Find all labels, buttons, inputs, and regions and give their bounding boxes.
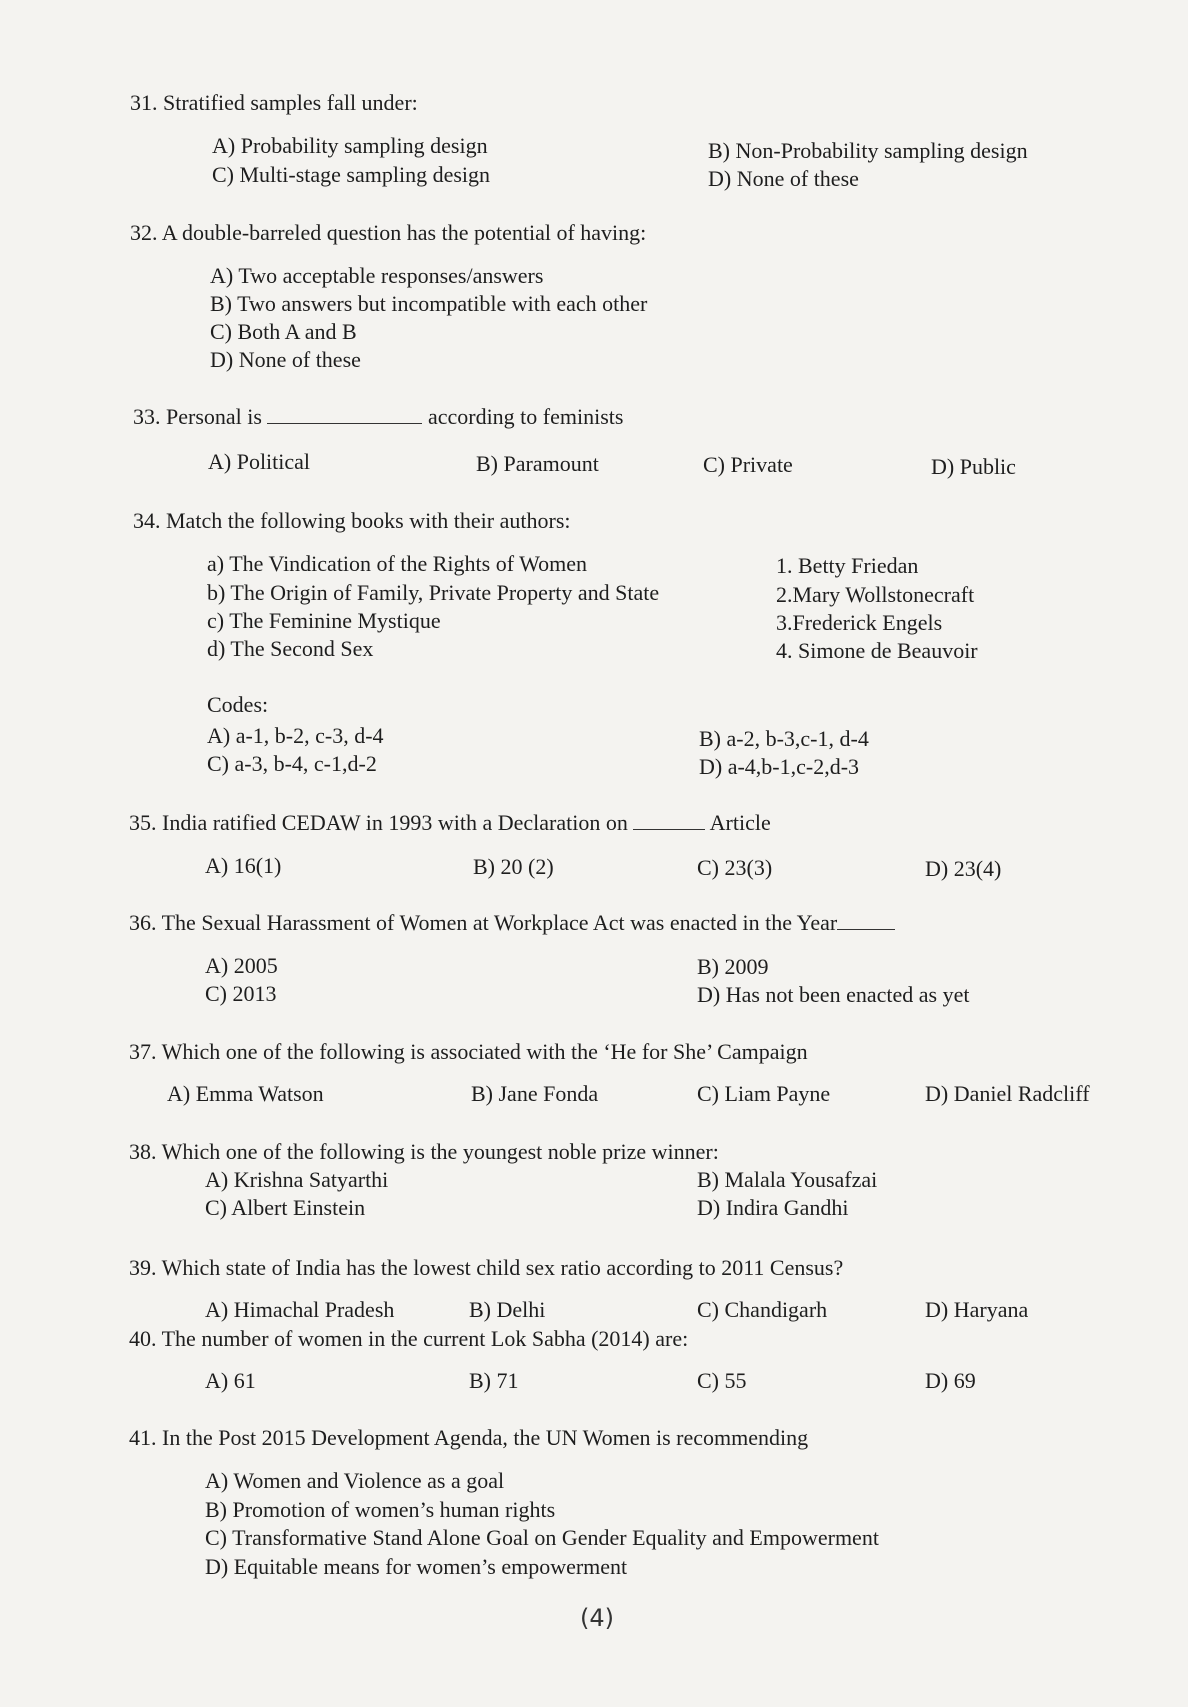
option-a: A) Women and Violence as a goal — [205, 1468, 505, 1493]
question-text-before: Personal is — [166, 404, 262, 429]
question-text-after: according to feminists — [427, 404, 624, 429]
question-number: 41. — [129, 1425, 157, 1450]
answer-blank — [267, 423, 422, 424]
option-b: B) 71 — [469, 1368, 519, 1393]
option-a: A) Himachal Pradesh — [205, 1297, 395, 1322]
option-b: B) Two answers but incompatible with each other — [210, 291, 648, 316]
book-item: a) The Vindication of the Rights of Women — [207, 551, 588, 576]
option-b: B) 20 (2) — [473, 854, 554, 879]
option-d: D) Daniel Radcliff — [925, 1081, 1090, 1106]
question-number: 37. — [129, 1039, 157, 1064]
question-39 — [129, 1255, 843, 1281]
option-a: A) 61 — [205, 1368, 256, 1393]
option-a: A) Emma Watson — [167, 1081, 324, 1106]
question-34 — [133, 508, 571, 534]
option-c: C) Private — [703, 452, 793, 477]
question-31 — [130, 90, 418, 116]
option-d: D) None of these — [210, 347, 361, 372]
question-number: 35. — [129, 810, 157, 835]
question-40 — [129, 1326, 688, 1352]
option-c: C) 2013 — [205, 981, 277, 1006]
option-c: C) Liam Payne — [697, 1081, 831, 1106]
question-text-before: India ratified CEDAW in 1993 with a Declaration on — [162, 810, 628, 835]
answer-blank — [837, 929, 895, 930]
question-text: The number of women in the current Lok Sabha (2014) are: — [161, 1326, 689, 1351]
question-text: Which state of India has the lowest child sex ratio according to 2011 Census? — [161, 1255, 844, 1280]
book-item: c) The Feminine Mystique — [207, 608, 441, 633]
question-number: 33. — [133, 404, 161, 429]
option-b: B) Non-Probability sampling design — [708, 138, 1028, 163]
question-number: 36. — [129, 910, 157, 935]
question-38 — [129, 1139, 719, 1165]
answer-blank — [633, 829, 705, 830]
question-number: 32. — [130, 220, 158, 245]
question-number: 39. — [129, 1255, 157, 1280]
author-item: 2.Mary Wollstonecraft — [776, 582, 975, 607]
option-c: C) Albert Einstein — [205, 1195, 366, 1220]
option-a: A) Two acceptable responses/answers — [210, 263, 544, 288]
book-item: b) The Origin of Family, Private Property and State — [207, 580, 660, 605]
author-item: 3.Frederick Engels — [776, 610, 943, 635]
question-text: A double-barreled question has the potential of having: — [161, 220, 647, 245]
option-b: B) Malala Yousafzai — [697, 1167, 878, 1192]
option-d: D) None of these — [708, 166, 859, 191]
option-b: B) Jane Fonda — [471, 1081, 599, 1106]
question-number: 34. — [133, 508, 161, 533]
option-a: A) a-1, b-2, c-3, d-4 — [207, 723, 384, 748]
option-a: A) 16(1) — [205, 853, 282, 878]
option-b: B) Paramount — [476, 451, 599, 476]
question-text: Which one of the following is associated with the ‘He for She’ Campaign — [161, 1039, 808, 1064]
option-c: C) 23(3) — [697, 855, 773, 880]
question-text: In the Post 2015 Development Agenda, the UN Women is recommending — [162, 1425, 809, 1450]
option-c: C) Transformative Stand Alone Goal on Gender Equality and Empowerment — [205, 1525, 879, 1550]
question-37 — [129, 1039, 808, 1065]
option-c: C) Chandigarh — [697, 1297, 828, 1322]
codes-label: Codes: — [207, 692, 269, 717]
question-text: Which one of the following is the youngest noble prize winner: — [161, 1139, 719, 1164]
option-a: A) Probability sampling design — [212, 133, 488, 158]
question-35 — [129, 810, 771, 836]
option-c: C) Multi-stage sampling design — [212, 162, 491, 187]
option-b: B) a-2, b-3,c-1, d-4 — [699, 726, 869, 751]
option-d: D) a-4,b-1,c-2,d-3 — [699, 754, 860, 779]
option-a: A) Krishna Satyarthi — [205, 1167, 389, 1192]
option-d: D) 23(4) — [925, 856, 1002, 881]
option-d: D) Public — [931, 454, 1016, 479]
question-number: 38. — [129, 1139, 157, 1164]
question-text: Match the following books with their authors: — [166, 508, 571, 533]
option-a: A) 2005 — [205, 953, 278, 978]
option-c: C) a-3, b-4, c-1,d-2 — [207, 751, 377, 776]
question-33 — [133, 404, 623, 430]
option-d: D) Has not been enacted as yet — [697, 982, 970, 1007]
question-number: 31. — [130, 90, 158, 115]
option-d: D) Equitable means for women’s empowerment — [205, 1554, 628, 1579]
question-text: Stratified samples fall under: — [163, 90, 418, 115]
option-c: C) 55 — [697, 1368, 747, 1393]
author-item: 1. Betty Friedan — [776, 553, 919, 578]
option-d: D) Indira Gandhi — [697, 1195, 849, 1220]
author-item: 4. Simone de Beauvoir — [776, 638, 978, 663]
option-a: A) Political — [208, 449, 311, 474]
question-number: 40. — [129, 1326, 157, 1351]
option-c: C) Both A and B — [210, 319, 357, 344]
question-text: The Sexual Harassment of Women at Workplace Act was enacted in the Year — [161, 910, 838, 935]
option-b: B) 2009 — [697, 954, 769, 979]
book-item: d) The Second Sex — [207, 636, 374, 661]
option-d: D) 69 — [925, 1368, 976, 1393]
page-number: (4) — [580, 1604, 614, 1632]
option-b: B) Promotion of women’s human rights — [205, 1497, 556, 1522]
option-b: B) Delhi — [469, 1297, 546, 1322]
question-41 — [129, 1425, 808, 1451]
question-32 — [130, 220, 646, 246]
question-text-after: Article — [709, 810, 771, 835]
question-36 — [129, 910, 895, 936]
option-d: D) Haryana — [925, 1297, 1029, 1322]
